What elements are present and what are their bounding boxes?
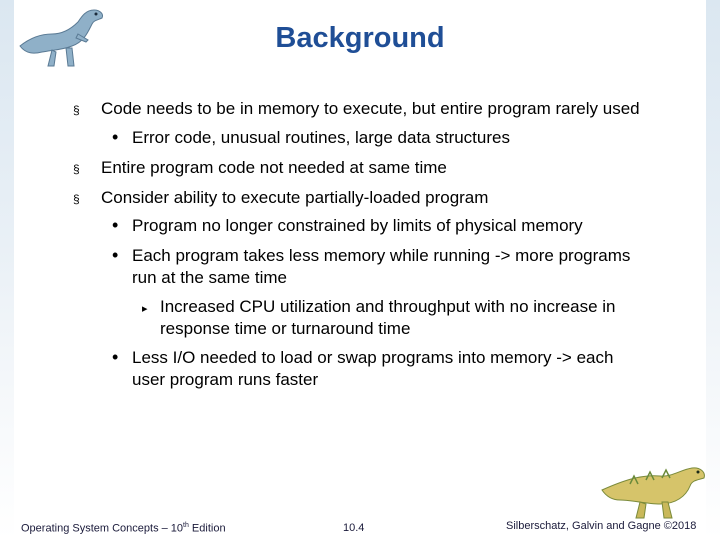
footer-superscript: th [183, 522, 189, 529]
footer-copyright: Silberschatz, Galvin and Gagne ©2018 [506, 520, 697, 532]
bullet-text: Code needs to be in memory to execute, but entire program rarely used [101, 99, 640, 118]
slide-title: Background [275, 22, 445, 54]
bullet-marker: § [73, 103, 80, 117]
bullet-marker: • [112, 127, 119, 147]
bullet-text-line: response time or turnaround time [160, 319, 411, 338]
bullet-text-line: Increased CPU utilization and throughput with no increase in [160, 297, 616, 316]
arrow-marker-icon: ▸ [142, 303, 148, 315]
bullet-marker: • [112, 245, 119, 265]
left-decorative-strip [0, 0, 14, 540]
bullet-text-line: Less I/O needed to load or swap programs into memory -> each [132, 348, 614, 367]
bullet-text-line: user program runs faster [132, 370, 319, 389]
bullet-text: Entire program code not needed at same time [101, 158, 447, 177]
list-item [112, 245, 631, 289]
footer-book-title [21, 522, 226, 535]
list-item [73, 187, 489, 209]
list-item [73, 98, 640, 120]
list-item [112, 215, 583, 237]
right-decorative-strip [706, 0, 720, 540]
bullet-text-line: Each program takes less memory while running -> more programs [132, 246, 631, 265]
list-item [112, 127, 510, 149]
bullet-text: Error code, unusual routines, large data structures [132, 128, 510, 147]
bullet-marker: § [73, 192, 80, 206]
bullet-marker: § [73, 162, 80, 176]
list-item [73, 157, 447, 179]
list-item [112, 347, 614, 391]
bullet-text: Consider ability to execute partially-loaded program [101, 188, 489, 207]
footer-book-title-text: Operating System Concepts – 10 [21, 522, 184, 535]
dinosaur-icon [600, 460, 710, 522]
bullet-text: Program no longer constrained by limits of physical memory [132, 216, 583, 235]
list-item [142, 296, 616, 340]
bullet-text-line: run at the same time [132, 268, 287, 287]
footer-book-title-suffix: Edition [188, 522, 226, 535]
bullet-marker: • [112, 347, 119, 367]
bullet-marker: • [112, 215, 119, 235]
page-number: 10.4 [343, 522, 365, 534]
